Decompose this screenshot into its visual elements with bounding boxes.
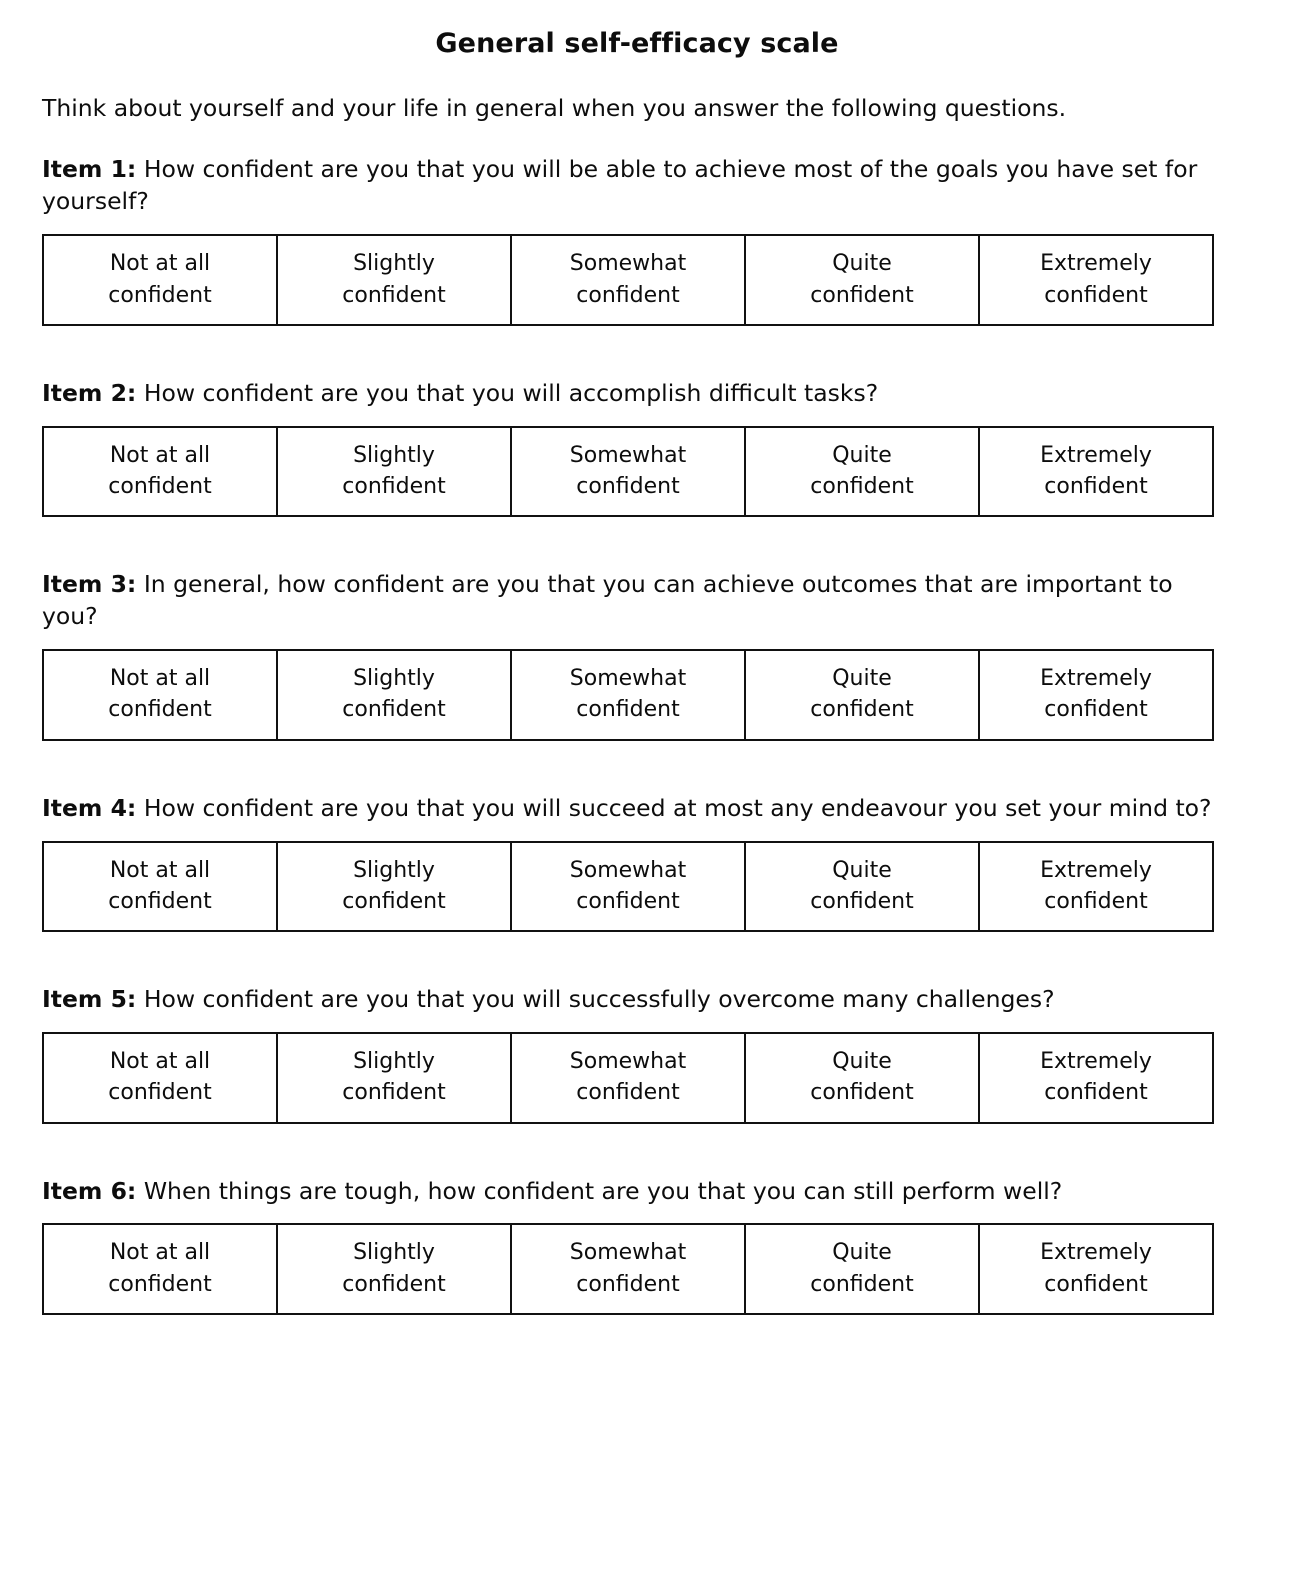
scale-option-cell[interactable]: [511, 235, 745, 324]
scale-option-line1: Slightly: [353, 442, 435, 468]
item-prompt: [42, 569, 1222, 633]
scale-option-line1: Quite: [832, 251, 892, 277]
scale-option-line2: confident: [810, 697, 914, 723]
scale-option-cell[interactable]: [43, 1033, 277, 1122]
item-block: [42, 154, 1232, 325]
scale-option-line2: confident: [1044, 1080, 1148, 1106]
scale-option-line2: confident: [576, 1271, 680, 1297]
response-scale-table: [42, 1223, 1214, 1314]
scale-option-line1: Slightly: [353, 251, 435, 277]
scale-option-line2: confident: [108, 474, 212, 500]
scale-option-cell[interactable]: [745, 842, 979, 931]
scale-option-cell[interactable]: [43, 427, 277, 516]
scale-option-line2: confident: [1044, 697, 1148, 723]
scale-option-line1: Extremely: [1040, 666, 1152, 692]
scale-option-line1: Slightly: [353, 857, 435, 883]
scale-option-line2: confident: [1044, 474, 1148, 500]
scale-option-cell[interactable]: [745, 1224, 979, 1313]
item-question-text: How confident are you that you will accomplish difficult tasks?: [136, 378, 879, 407]
scale-option-line1: Somewhat: [569, 1240, 687, 1266]
scale-option-line2: confident: [342, 1271, 446, 1297]
item-prompt: [42, 984, 1222, 1016]
scale-option-line2: confident: [810, 1080, 914, 1106]
item-question-text: How confident are you that you will be able to achieve most of the goals you have set for yourself?: [42, 155, 1198, 216]
scale-option-line1: Quite: [832, 666, 892, 692]
scale-option-cell[interactable]: [277, 1224, 511, 1313]
scale-option-cell[interactable]: [745, 427, 979, 516]
scale-option-line1: Quite: [832, 1240, 892, 1266]
scale-option-cell[interactable]: [277, 235, 511, 324]
scale-option-line2: confident: [108, 1271, 212, 1297]
instructions-text: Think about yourself and your life in general when you answer the following questions.: [42, 94, 1067, 122]
scale-option-cell[interactable]: [277, 1033, 511, 1122]
item-block: [42, 984, 1232, 1123]
scale-option-line2: confident: [576, 1080, 680, 1106]
scale-option-line2: confident: [342, 474, 446, 500]
scale-option-line1: Extremely: [1040, 442, 1152, 468]
table-row: [43, 427, 1213, 516]
scale-option-line1: Quite: [832, 442, 892, 468]
scale-option-line2: confident: [108, 282, 212, 308]
table-row: [43, 1224, 1213, 1313]
scale-option-cell[interactable]: [745, 650, 979, 739]
response-scale-table: [42, 841, 1214, 932]
item-prompt: [42, 154, 1222, 218]
scale-option-line2: confident: [810, 1271, 914, 1297]
item-block: [42, 1176, 1232, 1315]
scale-option-line1: Not at all: [109, 666, 211, 692]
scale-option-line2: confident: [576, 888, 680, 914]
scale-option-line1: Not at all: [109, 1240, 211, 1266]
item-block: [42, 793, 1232, 932]
scale-option-cell[interactable]: [511, 650, 745, 739]
scale-option-line2: confident: [810, 282, 914, 308]
table-row: [43, 650, 1213, 739]
scale-option-cell[interactable]: [277, 650, 511, 739]
scale-option-cell[interactable]: [511, 1033, 745, 1122]
scale-option-cell[interactable]: [43, 650, 277, 739]
scale-option-line1: Slightly: [353, 1049, 435, 1075]
scale-option-line2: confident: [576, 474, 680, 500]
scale-option-cell[interactable]: [511, 427, 745, 516]
item-question-text: How confident are you that you will succeed at most any endeavour you set your mind to?: [136, 793, 1212, 822]
scale-option-line2: confident: [342, 282, 446, 308]
scale-option-line2: confident: [810, 474, 914, 500]
scale-option-line1: Somewhat: [569, 857, 687, 883]
table-row: [43, 235, 1213, 324]
scale-option-cell[interactable]: [979, 650, 1213, 739]
page-title: General self-efficacy scale: [435, 28, 839, 59]
scale-option-line2: confident: [342, 697, 446, 723]
scale-option-line1: Slightly: [353, 1240, 435, 1266]
item-number-label: Item 4:: [42, 793, 137, 822]
scale-option-cell[interactable]: [511, 1224, 745, 1313]
items-container: [42, 154, 1232, 1314]
scale-option-line1: Somewhat: [569, 666, 687, 692]
scale-option-line2: confident: [108, 888, 212, 914]
table-row: [43, 1033, 1213, 1122]
scale-option-line2: confident: [108, 1080, 212, 1106]
item-number-label: Item 1:: [42, 155, 137, 184]
scale-option-cell[interactable]: [979, 842, 1213, 931]
scale-option-line1: Extremely: [1040, 857, 1152, 883]
scale-option-cell[interactable]: [979, 1224, 1213, 1313]
scale-option-line2: confident: [1044, 888, 1148, 914]
scale-option-line2: confident: [1044, 282, 1148, 308]
scale-option-cell[interactable]: [979, 427, 1213, 516]
item-question-text: In general, how confident are you that you can achieve outcomes that are important to you?: [42, 570, 1173, 631]
response-scale-table: [42, 649, 1214, 740]
item-number-label: Item 5:: [42, 985, 137, 1014]
scale-option-line2: confident: [342, 1080, 446, 1106]
scale-option-cell[interactable]: [43, 842, 277, 931]
scale-option-cell[interactable]: [745, 235, 979, 324]
scale-option-cell[interactable]: [277, 842, 511, 931]
scale-option-line1: Not at all: [109, 442, 211, 468]
scale-option-cell[interactable]: [745, 1033, 979, 1122]
scale-option-line1: Extremely: [1040, 1049, 1152, 1075]
scale-option-line2: confident: [1044, 1271, 1148, 1297]
scale-option-line2: confident: [576, 282, 680, 308]
scale-option-line2: confident: [108, 697, 212, 723]
scale-option-line1: Extremely: [1040, 1240, 1152, 1266]
scale-option-line2: confident: [810, 888, 914, 914]
item-block: [42, 569, 1232, 740]
scale-option-line1: Somewhat: [569, 442, 687, 468]
response-scale-table: [42, 234, 1214, 325]
item-block: [42, 378, 1232, 517]
scale-option-cell[interactable]: [277, 427, 511, 516]
scale-option-cell[interactable]: [511, 842, 745, 931]
scale-option-line1: Not at all: [109, 857, 211, 883]
scale-option-cell[interactable]: [43, 1224, 277, 1313]
item-prompt: [42, 1176, 1222, 1208]
scale-option-line1: Somewhat: [569, 1049, 687, 1075]
item-number-label: Item 6:: [42, 1176, 137, 1205]
scale-option-line1: Somewhat: [569, 251, 687, 277]
scale-option-cell[interactable]: [979, 235, 1213, 324]
scale-option-cell[interactable]: [43, 235, 277, 324]
scale-option-line1: Quite: [832, 1049, 892, 1075]
scale-option-line2: confident: [342, 888, 446, 914]
scale-option-line1: Quite: [832, 857, 892, 883]
scale-option-cell[interactable]: [979, 1033, 1213, 1122]
item-question-text: How confident are you that you will successfully overcome many challenges?: [136, 985, 1055, 1014]
item-number-label: Item 2:: [42, 378, 137, 407]
scale-option-line1: Slightly: [353, 666, 435, 692]
item-number-label: Item 3:: [42, 570, 137, 599]
scale-option-line2: confident: [576, 697, 680, 723]
item-question-text: When things are tough, how confident are you that you can still perform well?: [136, 1176, 1063, 1205]
scale-option-line1: Not at all: [109, 251, 211, 277]
table-row: [43, 842, 1213, 931]
response-scale-table: [42, 426, 1214, 517]
item-prompt: [42, 378, 1222, 410]
scale-option-line1: Not at all: [109, 1049, 211, 1075]
response-scale-table: [42, 1032, 1214, 1123]
item-prompt: [42, 793, 1222, 825]
scale-option-line1: Extremely: [1040, 251, 1152, 277]
